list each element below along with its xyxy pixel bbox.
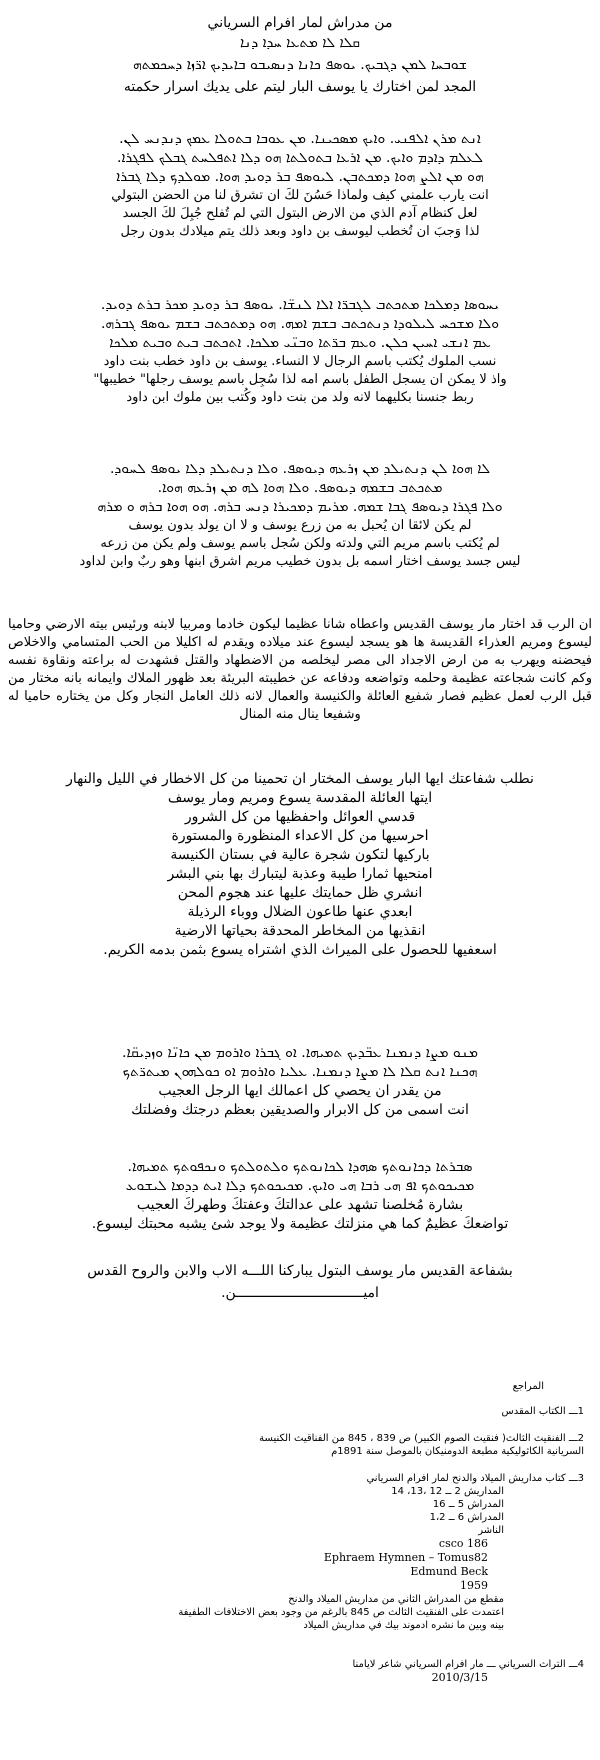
- references-section: [24, 1380, 584, 1685]
- reference-item: 2ـــ الفنقيث الثالث( فنقيث الصوم الكبير) ص 839 ، 845 من الفناقيث الكنيسة: [259, 1433, 584, 1444]
- arabic-line: انت يارب علمني كيف ولماذا حَسُنَ لكَ ان تشرق لنا من الحضن البتولي: [111, 188, 489, 203]
- reference-item: السريانية الكاثوليكية مطبعة الدومنيكان بالموصل سنة 1891م: [331, 1446, 584, 1457]
- prose-paragraph: ان الرب قد اختار مار يوسف القديس واعطاه شانا عظيما ليكون خادما ومربيا لابنه ورئيس بيته الارضي وحاميا ليسوع ومريم العذراء القديسة ها هو يسجد ليسوع عند ميلاده ويقدم له اكليلا من الحب المتسامي والاخلاص فيحضنه ويهرب به من ارض الاجداد الى مصر ليخلصه من الاضطهاد والقتل فشهدت له براعته ونقاوة نفسه وكم كانت شجاعته عظيمة وحلمه وتواضعه ودفاعه عن خطيبته البريئة بعد ظهور الملاك وايمانه بانه مختار من قبل الرب لعمل عظيم فصار شفيع العائلة والكنيسة والعمال لانه ذلك العامل النجار وكل من يختاره حاميا له وشفيعا ينال منه المنال: [8, 617, 592, 722]
- arabic-line: لم يُكتب باسم مريم التي ولدته ولكن سُجل باسم يوسف ولم يكن من زرعه: [100, 536, 500, 551]
- arabic-line: تواضعكَ عظيمٌ كما هي منزلتك عظيمة ولا يوجد شئ يشبه محبتك ليسوع.: [91, 1216, 509, 1232]
- reference-latin: 1959: [460, 1579, 488, 1592]
- syriac-line: ܠܐ ܗܘܐ ܠܢ ܕܢܬܝܠܕ ܡܢ ܙܪܥܗ ܕܝܘܣܦ. ܘܠܐ ܕܢܬܝܠܕ ܕܠܐ ܝܘܣܦ ܠܚܘܕ.: [109, 461, 491, 477]
- syriac-line: ܘܠܐ ܦܓܪܐ ܕܝܘܣܦ ܓܒܐ ܫܡܗ. ܡܪܝܡ ܕܡܟܝܪܐ ܕܢܚ ܒܪܗ. ܗܘ ܗܘܐ ܒܪܗ ܘ ܡܪܗ: [97, 499, 503, 515]
- syriac-line: ܣܒܪܬܐ ܕܟܐܢܘܬܟ ܣܗܕܐ ܠܟܐܢܘܬܟ ܘܠܬܘܠܬܟ ܘܢܟܦܘܬܟ ܬܡܝܗܐ.: [127, 1159, 473, 1175]
- amen-line: اميـــــــــــــــــــــــــــــــن.: [221, 1285, 379, 1301]
- stanza-3: [8, 460, 592, 571]
- reference-note: اعتمدت على الفنقيث الثالث ص 845 بالرغم من وجود بعض الاختلافات الطفيفة: [178, 1607, 504, 1618]
- prayer-line: ايتها العائلة المقدسة يسوع ومريم ومار يوسف: [167, 790, 433, 806]
- syriac-line: ܗܟܢܐ ܐܢܬ ܩܠܐ ܠܐ ܡܨܐ ܕܢܡܢܐ. ܥܠܝܐ ܘܐܪܘܡ ܐܘ ܟܘܠܗܘܢ ܡܝܬܪ̈ܬܟ: [122, 1064, 478, 1080]
- prayer-block: [8, 770, 592, 960]
- arabic-line: ليس جسد يوسف اختار اسمه بل بدون خطيب مريم اشرق ابنها وهو ربٌ وابن لداود: [79, 554, 521, 569]
- reference-item: المدراش 5 ــ 16: [432, 1499, 504, 1510]
- closing-blessing: بشفاعة القديس مار يوسف البتول يباركنا اللـــه الاب والابن والروح القدس: [87, 1263, 513, 1279]
- prayer-line: اسعفيها للحصول على الميراث الذي اشتراه يسوع بثمن بدمه الكريم.: [103, 942, 497, 958]
- syriac-line: ܡܢܘ ܡܨܐ ܕܢܡܢܐ ܥܒ̈ܕܝܟ ܬܡܝܗܐ. ܐܘ ܓܒܪܐ ܘܐܪܘܡ ܡܢ ܟܐܢ̈ܐ ܘܙܕܝܩ̈ܐ.: [122, 1045, 478, 1061]
- syriac-intro: ܫܘܒܚܐ ܠܡܢ ܕܓܒܝܟ. ܝܘܣܦ ܟܐܢܐ ܕܢܣܝܒܘ ܒܐܝܕܝܟ ܐܪ̈ܙܐ ܕܚܟܡܬܗ: [133, 57, 467, 73]
- arabic-line: لم يكن لائقا ان يُحبل به من زرع يوسف و لا ان يولد بدون يوسف: [128, 518, 472, 533]
- reference-item: 1ـــ الكتاب المقدس: [501, 1406, 584, 1417]
- syriac-line: ܥܡ ܐܢܫܝ ܐܚܝܢ ܟܠܢ. ܘܥܡ ܒܪ̈ܬܐ ܘܒܢ̈ܝ ܡܠܟܐ. ܐܬܟܬܒ ܒܝܬ ܘܒܝܬ ܡܠܟܐ: [109, 335, 491, 351]
- reference-item: المداريش 2 ــ 12 ،13، 14: [391, 1486, 504, 1497]
- syriac-line: ܘܠܐ ܡܫܟܚ ܠܝܠܘܕܐ ܕܢܬܟܬܒ ܒܫܡ ܐܡܗ. ܗܘ ܕܡܬܟܬܒ ܒܫܡ ܝܘܣܦ ܓܒܪܗ.: [100, 316, 500, 332]
- arabic-line: لذا وَجبَ ان تُخطب ليوسف بن داود وبعد ذلك يتم ميلادك بدون رجل: [120, 224, 480, 239]
- prayer-line: انقذيها من المخاطر المحدقة بحياتها الارضية: [174, 923, 426, 939]
- prayer-line: نطلب شفاعتك ايها البار يوسف المختار ان تحمينا من كل الاخطار في الليل والنهار: [66, 771, 534, 787]
- stanza-5: [8, 1158, 592, 1234]
- arabic-line: لعل كنظام آدم الذي من الارض البتول التي لم تُفلح جُبِلَ لكَ الجسد: [122, 206, 478, 221]
- syriac-line: ܝܚܘܣܐ ܕܡܠܟܐ ܡܬܟܬܒ ܠܓܒܪ̈ܐ ܐܠܐ ܠܢܫ̈ܐ. ܝܘܣܦ ܒܪ ܕܘܝܕ ܡܟܪ ܒܪܬ ܕܘܝܕ.: [100, 297, 500, 313]
- arabic-line: من يقدر ان يحصي كل اعمالك ايها الرجل العجيب: [158, 1083, 442, 1099]
- syriac-line: ܡܬܟܬܒ ܒܫܡܗ ܕܝܘܣܦ. ܘܠܐ ܗܘܐ ܠܗ ܡܢ ܙܪܥܗ ܗܘܐ.: [157, 480, 443, 496]
- reference-note: مقطع من المدراش الثاني من مداريش الميلاد والدنح: [288, 1594, 504, 1605]
- prayer-line: ابعدي عنها طاعون الضلال ووباء الرذيلة: [187, 904, 413, 920]
- prayer-line: احرسيها من كل الاعداء المنظورة والمستورة: [171, 828, 429, 844]
- reference-latin: Edmund Beck: [410, 1565, 488, 1578]
- arabic-line: نسب الملوك يُكتب باسم الرجال لا النساء. يوسف بن داود خطب بنت داود: [103, 354, 497, 369]
- stanza-1: [8, 130, 592, 241]
- prayer-line: امنحيها ثمارا طيبة وعذبة ليتبارك بها بني البشر: [167, 866, 433, 882]
- arabic-line: انت اسمى من كل الابرار والصديقين بعظم درجتك وفضلتك: [131, 1102, 469, 1118]
- syriac-line: ܡܟܝܟܘܬܟ ܐܦ ܗܝ ܪܒܐ ܗܝ ܘܐܝܟ. ܡܟܝܟܘܬܟ ܕܠܐ ܐܝܬ ܕܕܡܐ ܠܝܫܘܥ: [125, 1178, 475, 1194]
- arabic-line: ربط جنسنا بكليهما لانه ولد من بنت داود وكُتب بين ملوك ابن داود: [126, 390, 474, 405]
- prayer-line: قدسي العوائل واحفظيها من كل الشرور: [184, 809, 416, 825]
- reference-item: 3ـــ كتاب مداريش الميلاد والدنح لمار افرام السرياني: [366, 1473, 584, 1484]
- stanza-2: [8, 296, 592, 407]
- reference-note: بينه وبين ما نشره ادموند بيك في مداريش الميلاد: [303, 1620, 504, 1631]
- reference-item: الناشر: [478, 1525, 504, 1536]
- arabic-intro: المجد لمن اختارك يا يوسف البار ليتم على يديك اسرار حكمته: [123, 79, 477, 95]
- stanza-4: [8, 1044, 592, 1120]
- arabic-line: بشارة مُخلصنا تشهد على عدالتكَ وعفتكَ وطهركَ العجيب: [136, 1197, 464, 1213]
- references-heading: المراجع: [512, 1381, 544, 1392]
- reference-latin: csco 186: [438, 1537, 488, 1550]
- document-title: من مدراش لمار افرام السرياني: [207, 15, 393, 31]
- syriac-line: ܗܘ ܡܢ ܐܠܨ ܗܘܐ ܕܡܟܬܒܢ. ܠܝܘܣܦ ܒܪ ܕܘܝܕ ܗܘܐ. ܡܘܠܕܟ ܕܠܐ ܓܒܪܐ: [116, 169, 484, 185]
- reference-latin: Ephraem Hymnen – Tomus82: [323, 1551, 488, 1564]
- document-date: 2010/3/15: [431, 1671, 488, 1684]
- prayer-line: باركيها لتكون شجرة عالية في بستان الكنيسة: [170, 847, 430, 863]
- syriac-title: ܩܠܐ ܠܐ ܡܬܥܐ ܚܕܐ ܕܢܐ: [240, 35, 360, 51]
- reference-item: 4ـــ التراث السرياني ـــ مار افرام السرياني شاعر لايامنا: [352, 1659, 584, 1670]
- reference-item: المدراش 6 ــ 1،2: [429, 1512, 504, 1523]
- arabic-line: واذ لا يمكن ان يسجل الطفل باسم امه لذا سُجِل باسم يوسف رجلها" خطيبها": [93, 372, 507, 387]
- syriac-line: ܠܥܠܡ ܕܐܕܡ ܘܐܝܟ. ܡܢ ܐܪܥܐ ܒܬܘܠܬܐ ܗܘ ܕܠܐ ܐܬܦܠܚܬ ܓܒܠܟ ܠܦܓܪܐ.: [117, 150, 483, 166]
- syriac-line: ܐܢܬ ܡܪܢ ܐܠܦܢܝ. ܘܐܝܟ ܡܣܟܝܢܐ. ܡܢ ܥܘܒܐ ܒܬܘܠܐ ܥܡܟ ܕܢܕܢܚ ܠܢ.: [119, 131, 481, 147]
- prayer-line: انشري ظل حمايتك عليها عند هجوم المحن: [177, 885, 423, 901]
